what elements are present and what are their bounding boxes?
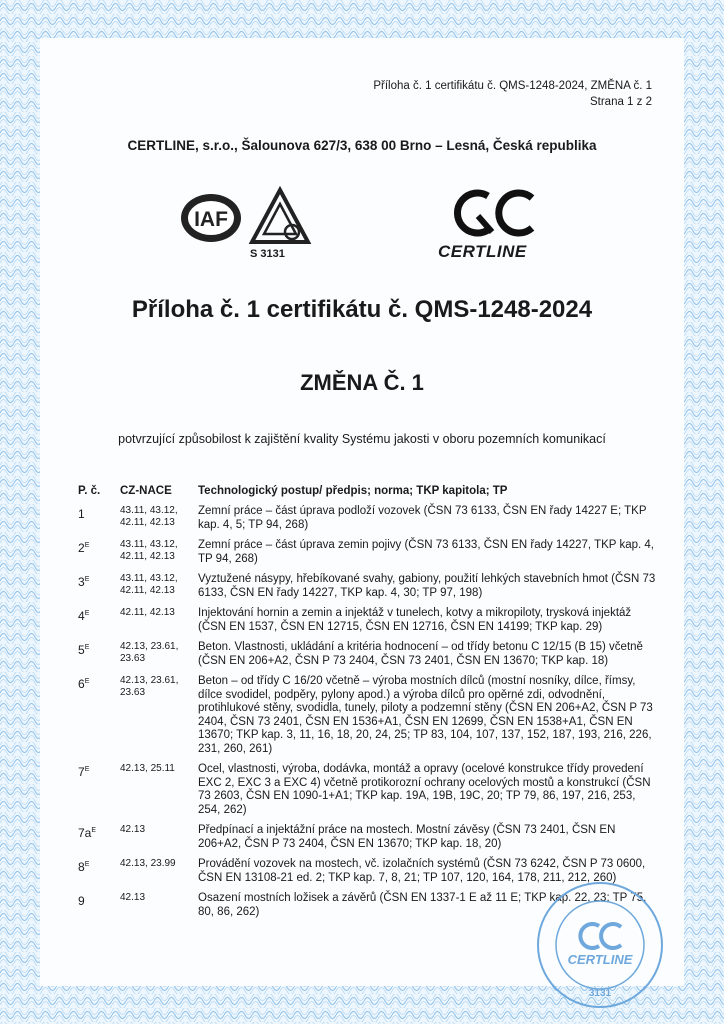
company-address: CERTLINE, s.r.o., Šalounova 627/3, 638 00 Brno – Lesná, Česká republika [127,138,597,153]
row-number-value: 4 [78,609,85,623]
row-number [66,673,116,761]
row-procedure: Osazení mostních ložisek a závěrů (ČSN EN 1337-1 E až 11 E; TKP kap. 22, 23; TP 75, 80, 86, 262) [198,892,647,918]
header-number: P. č. [78,485,101,497]
row-nace: 42.13, 23.61, 23.63 [120,641,179,664]
document-description: potvrzující způsobilost k zajištění kvality Systému jakosti v oboru pozemních komunikací [118,432,606,446]
row-number-value: 7a [78,826,92,840]
table-row [66,822,662,856]
row-number-value: 2 [78,541,85,555]
document-reference [373,78,652,110]
row-number-value: 5 [78,643,85,657]
stamp-number: 3131 [588,988,612,999]
row-nace: 42.13, 23.61, 23.63 [120,675,179,698]
row-number-value: 3 [78,575,85,589]
row-change-mark: E [84,542,90,549]
row-change-mark: E [84,861,90,868]
row-nace: 42.13 [120,824,146,835]
row-number-value: 1 [78,507,85,521]
row-change-mark: E [84,766,90,773]
row-change-mark: E [91,827,97,834]
row-nace: 43.11, 43.12, 42.11, 42.13 [120,539,178,562]
row-procedure: Ocel, vlastnosti, výroba, dodávka, montáž a opravy (ocelové konstrukce třídy provedení EXC 2, EXC 3 a EXC 4) včetně protikorozní ochrany ocelových mostů a konstrukcí (ČSN 73 2603, ČSN EN 1090-1+A1; TKP kap. 19A, 19B, 19C, 20; TP 79, 86, 197, 216, 253, 254, 262) [198,763,651,816]
accreditation-number: S 3131 [250,248,285,260]
row-number [66,761,116,822]
reference-line: Příloha č. 1 certifikátu č. QMS-1248-2024, ZMĚNA č. 1 [373,80,652,92]
iaf-logo-text: IAF [194,208,228,231]
page-number: Strana 1 z 2 [589,96,652,108]
table-row [66,639,662,673]
row-procedure: Beton. Vlastnosti, ukládání a kritéria hodnocení – od třídy betonu C 12/15 (B 15) včetně (ČSN EN 206+A2, ČSN P 73 2404, ČSN 73 2401, ČSN EN 13670; TKP kap. 18) [198,641,643,667]
row-change-mark: E [84,576,90,583]
row-number [66,537,116,571]
stamp-brand: CERTLINE [567,952,633,967]
row-number [66,856,116,890]
row-procedure: Beton – od třídy C 16/20 včetně – výroba mostních dílců (mostní nosníky, dílce, římsy, dílce svodidel, podpěry, pylony apod.) a výroba dílců pro opěrné zdi, odvodnění, protihlukové stěny, svodidla, tunely, piloty a podzemní stěny (ČSN EN 206+A2, ČSN P 73 2404, ČSN 73 2401, ČSN EN 1536+A1, ČSN EN 12699, ČSN EN 1538+A1, ČSN EN 13670; TKP kap. 3, 11, 16, 18, 20, 24, 25; TP 83, 104, 107, 137, 152, 187, 193, 216, 226, 231, 260, 261) [198,675,653,755]
table-row [66,673,662,761]
header-procedure: Technologický postup/ předpis; norma; TKP kapitola; TP [198,485,508,497]
row-procedure: Vyztužené násypy, hřebíkované svahy, gabiony, použití lehkých stavebních hmot (ČSN 73 6133, ČSN EN řady 14227, TKP kap. 4, 30; TP 97, 198) [198,573,656,599]
row-change-mark: E [84,678,90,685]
certline-brand: CERTLINE [438,242,527,261]
document-title: Příloha č. 1 certifikátu č. QMS-1248-2024 [131,296,593,323]
row-procedure: Předpínací a injektážní práce na mostech. Mostní závěsy (ČSN 73 2401, ČSN EN 206+A2, ČSN P 73 2404, ČSN EN 13670; TKP kap. 18, 20) [198,824,616,850]
row-number-value: 9 [78,894,85,908]
row-number [66,571,116,605]
row-procedure: Zemní práce – část úprava podloží vozovek (ČSN 73 6133, ČSN EN řady 14227 E; TKP kap. 4, 5; TP 94, 268) [198,505,647,531]
row-nace: 43.11, 43.12, 42.11, 42.13 [120,505,178,528]
table-row [66,605,662,639]
scope-table [66,483,662,924]
table-header-row [66,483,662,503]
row-number [66,605,116,639]
header-nace: CZ-NACE [120,485,172,497]
iaf-logo [180,192,242,244]
row-procedure: Injektování hornin a zemin a injektáž v tunelech, kotvy a mikropiloty, trysková injektáž (ČSN EN 1537, ČSN EN 12715, ČSN EN 12716, ČSN EN 14199; TKP kap. 29) [198,607,632,633]
table-row [66,537,662,571]
row-number-value: 8 [78,860,85,874]
table-row [66,571,662,605]
table-row [66,761,662,822]
row-number [66,890,116,924]
row-nace: 43.11, 43.12, 42.11, 42.13 [120,573,178,596]
row-number-value: 6 [78,677,85,691]
row-number [66,639,116,673]
row-number [66,503,116,537]
row-number [66,822,116,856]
table-row [66,503,662,537]
accreditation-mark-icon [248,186,312,246]
row-nace: 42.13, 25.11 [120,763,175,774]
row-procedure: Provádění vozovek na mostech, vč. izolačních systémů (ČSN 73 6242, ČSN P 73 0600, ČSN EN 13108-21 ed. 2; TKP kap. 7, 8, 21; TP 107, 120, 164, 178, 211, 212, 260) [198,858,646,884]
certline-stamp [535,880,665,1010]
certline-qc-logo [448,186,540,238]
row-procedure: Zemní práce – část úprava zemin pojivy (ČSN 73 6133, ČSN EN řady 14227, TKP kap. 4, TP 94, 268) [198,539,654,565]
row-change-mark: E [84,644,90,651]
logos-row [0,186,724,266]
row-change-mark: E [84,610,90,617]
row-nace: 42.13 [120,892,146,903]
row-nace: 42.13, 23.99 [120,858,176,869]
document-subtitle: ZMĚNA Č. 1 [300,370,424,395]
row-nace: 42.11, 42.13 [120,607,175,618]
row-number-value: 7 [78,765,85,779]
